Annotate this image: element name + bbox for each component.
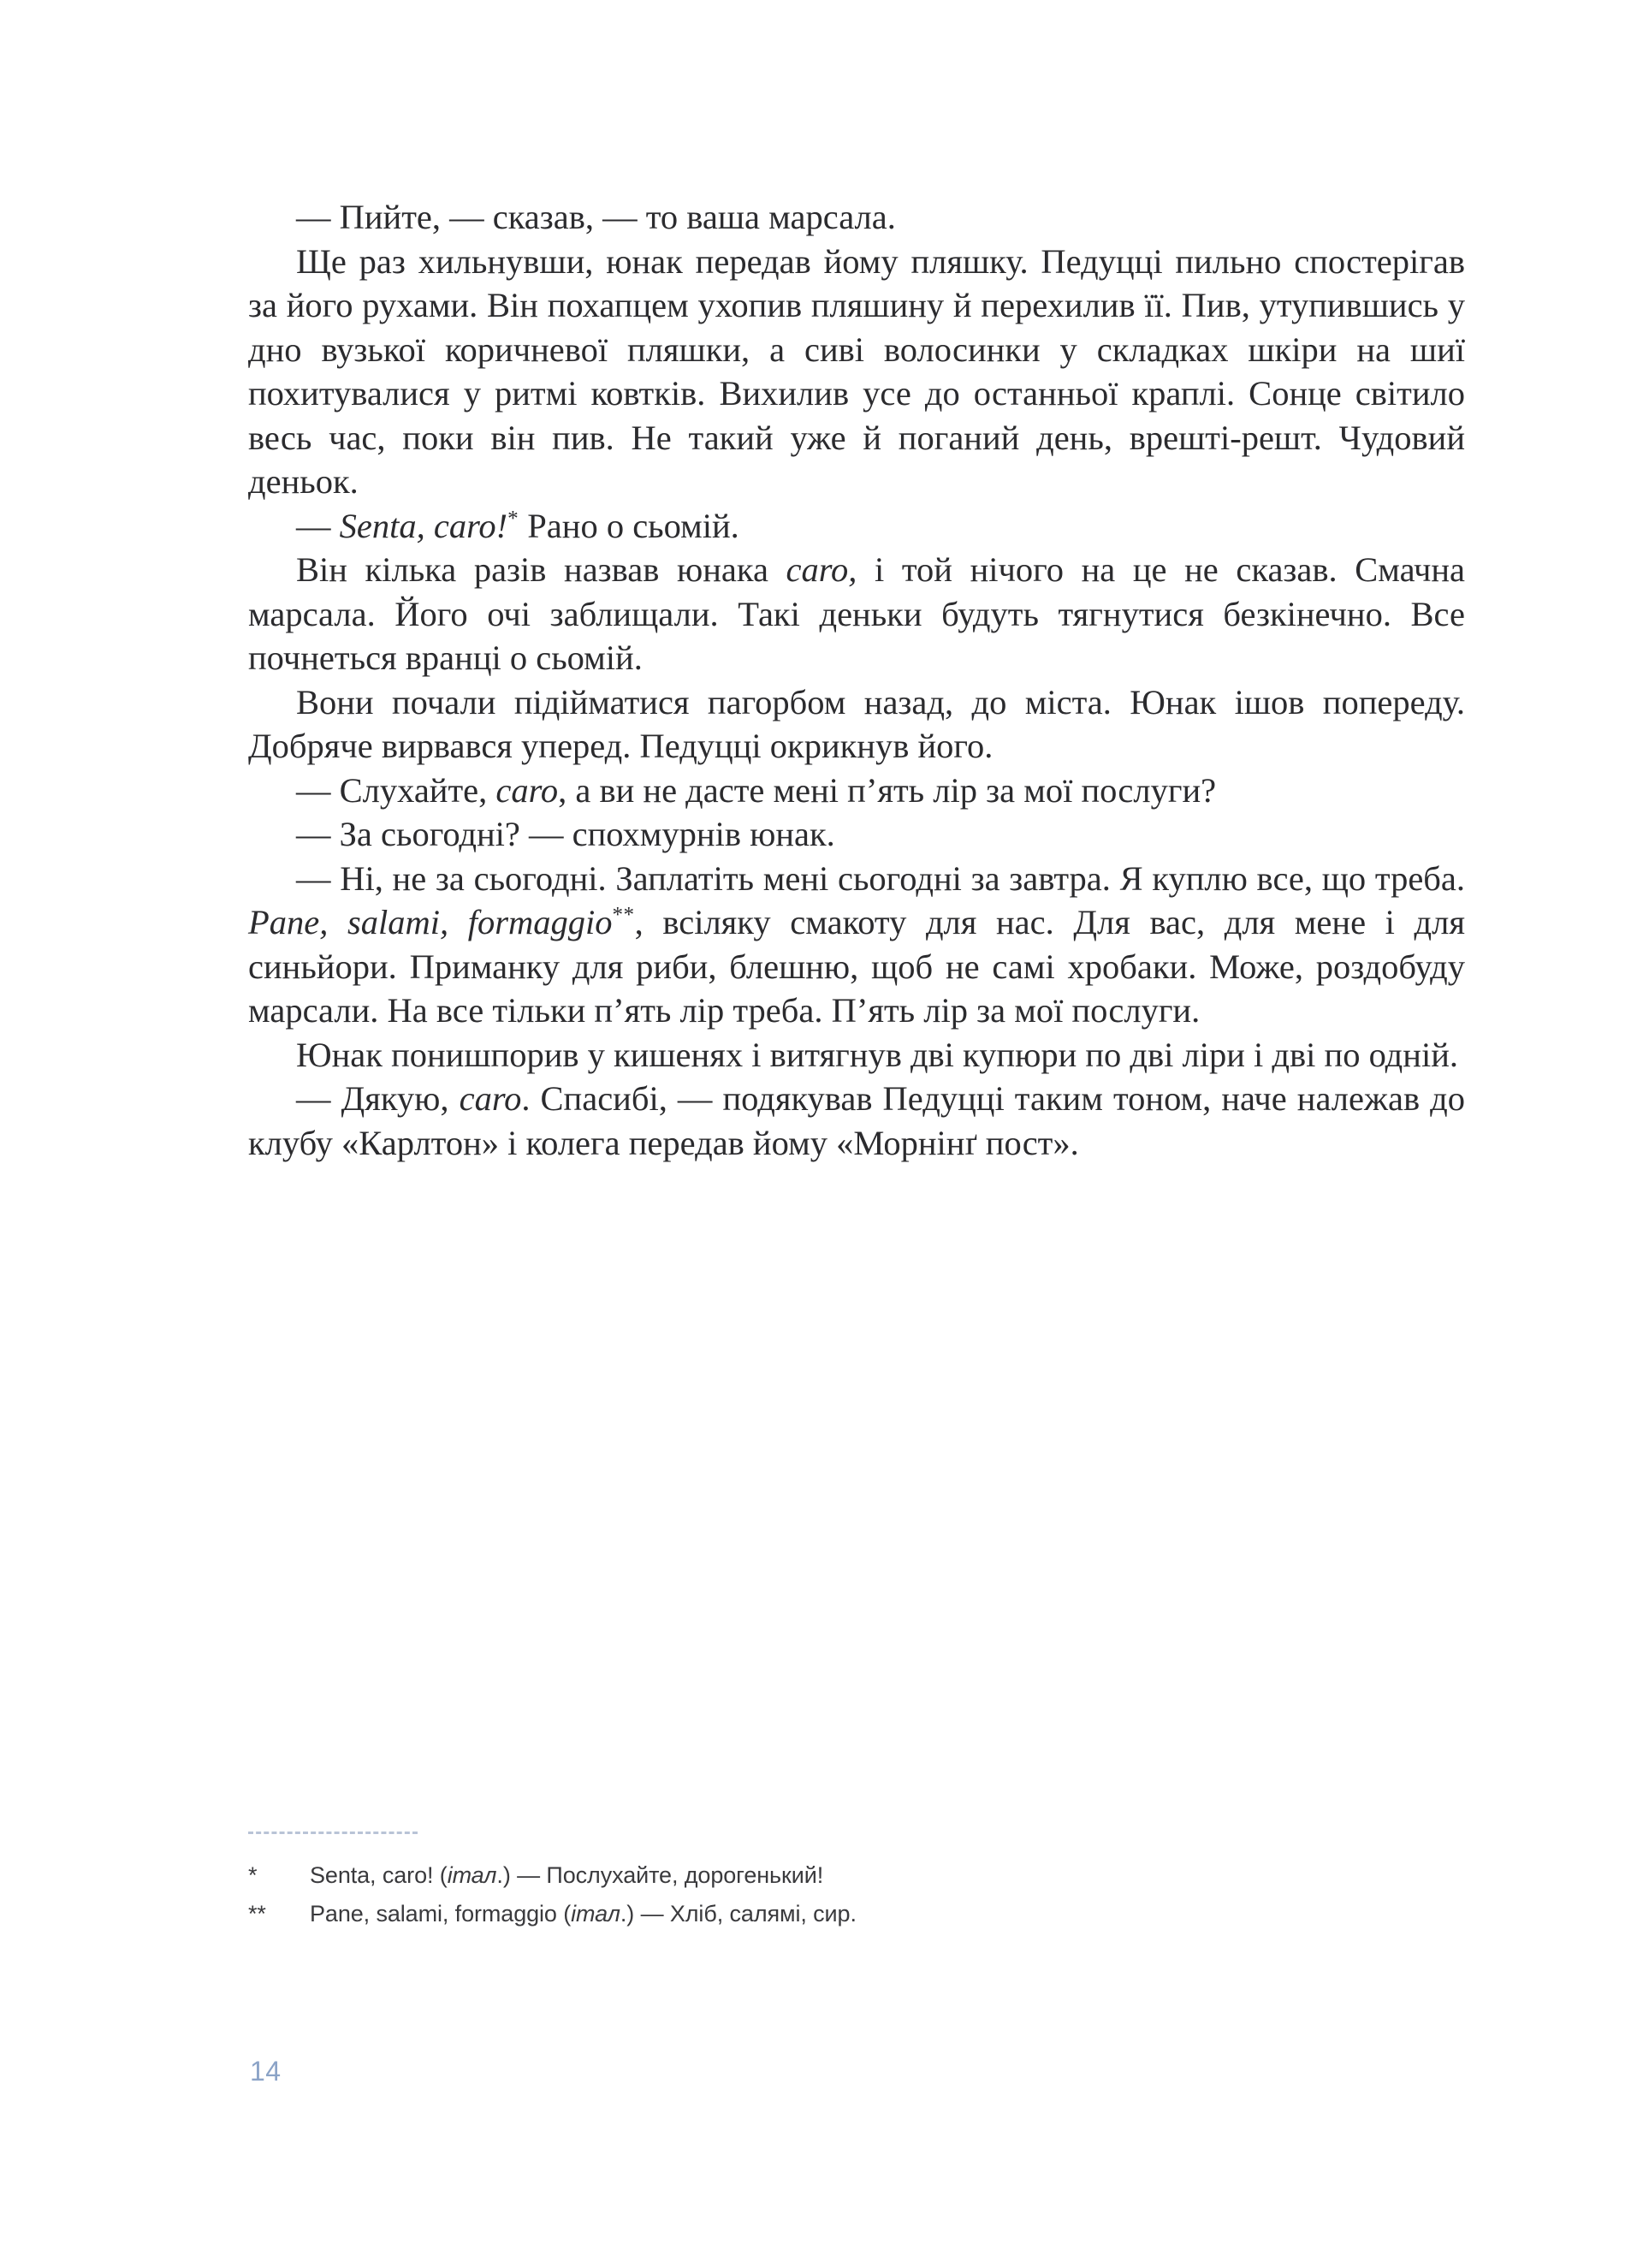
paragraph-dialogue-buy-everything [248, 857, 1465, 1033]
paragraph-thanks-carlton-club [248, 1077, 1465, 1165]
footnote-2-lead: Pane, salami, formaggio ( [310, 1901, 572, 1927]
footnote-2-tail: .) — Хліб, салямі, сир. [620, 1901, 857, 1927]
italic-word-caro-3: caro [459, 1079, 522, 1118]
text-after-italic: , всіляку смакоту для нас. Для вас, для мене і для синьйори. Приманку для риби, блешню, щоб не самі хробаки. Може, роздобуду марсали. На все тільки п’ять лір треба. П’ять лір за мої послуги. [248, 903, 1465, 1030]
text-after-italic: . Спасибі, — подякував Педуцці таким тоном, наче належав до клубу «Карлтон» і колега передав йому «Морнінґ пост». [248, 1079, 1465, 1162]
paragraph-narrative-bottle: Ще раз хильнувши, юнак передав йому пляшку. Педуцці пильно спостерігав за його рухами. Він похапцем ухопив пляшину й перехилив її. Пив, утупившись у дно вузької коричневої пляшки, а сиві волосинки у складках шкіри на шиї похитувалися у ритмі ковтків. Вихилив усе до останньої краплі. Сонце світило весь час, поки він пив. Не такий уже й поганий день, врешті-решт. Чудовий деньок. [248, 241, 1465, 501]
text-before-italic: — Слухайте, [296, 770, 496, 810]
paragraph-dialogue-senta [248, 504, 1465, 549]
footnote-1-language-abbr: італ [447, 1862, 497, 1888]
paragraph-dialogue-today: — За сьогодні? — спохмурнів юнак. [296, 815, 835, 853]
italic-word-caro-1: caro, [786, 550, 857, 589]
paragraph-pockets-banknotes: Юнак понишпорив у кишенях і витягнув дві купюри по дві ліри і дві по одній. [296, 1035, 1458, 1074]
italic-phrase-senta-caro: Senta, caro! [339, 506, 508, 545]
paragraph-dialogue-drink: — Пийте, — сказав, — то ваша марсала. [296, 198, 896, 236]
footnote-1-tail: .) — Послухайте, дорогенький! [496, 1862, 824, 1888]
footnote-1-marker: * [248, 1862, 258, 1888]
footnote-marker-2[interactable]: ** [612, 903, 635, 927]
footnote-2-text [310, 1895, 1275, 1933]
footnote-1-text [310, 1856, 1275, 1895]
footnote-1-lead: Senta, caro! ( [310, 1862, 448, 1888]
page-number: 14 [250, 2056, 282, 2087]
footnote-2-language-abbr: італ [571, 1901, 620, 1927]
text-after-italic: і той нічого на це не сказав. Смачна марсала. Його очі заблищали. Такі деньки будуть тягнутися безкінечно. Все почнеться вранці о сьомій. [248, 550, 1465, 677]
footnote-marker-1[interactable]: * [507, 507, 519, 530]
text-before-italic: Він кілька разів назвав юнака [296, 550, 786, 589]
dialogue-dash: — [296, 506, 340, 545]
text-before-italic: — Ні, не за сьогодні. Заплатіть мені сьогодні за завтра. Я куплю все, що треба. [296, 858, 1465, 898]
text-before-italic: — Дякую, [296, 1079, 460, 1118]
italic-phrase-pane-salami-formaggio: Pane, salami, formaggio [248, 903, 613, 941]
dialogue-tail-seven: Рано о сьомій. [519, 506, 739, 545]
italic-word-caro-2: caro [495, 770, 559, 810]
footnote-separator-rule [248, 1832, 418, 1834]
footnote-2-marker: ** [248, 1901, 266, 1927]
footnote-section [248, 1832, 1275, 1933]
footnote-item-1 [248, 1856, 1275, 1895]
body-text-block [248, 195, 1465, 1165]
paragraph-called-him-caro [248, 548, 1465, 680]
text-after-italic: , а ви не дасте мені п’ять лір за мої послуги? [558, 770, 1217, 810]
footnote-item-2 [248, 1895, 1275, 1933]
paragraph-dialogue-five-lire [248, 769, 1465, 813]
paragraph-climbing-hill: Вони почали підійматися пагорбом назад, до міста. Юнак ішов попереду. Добряче вирвався уперед. Педуцці окрикнув його. [248, 682, 1465, 765]
